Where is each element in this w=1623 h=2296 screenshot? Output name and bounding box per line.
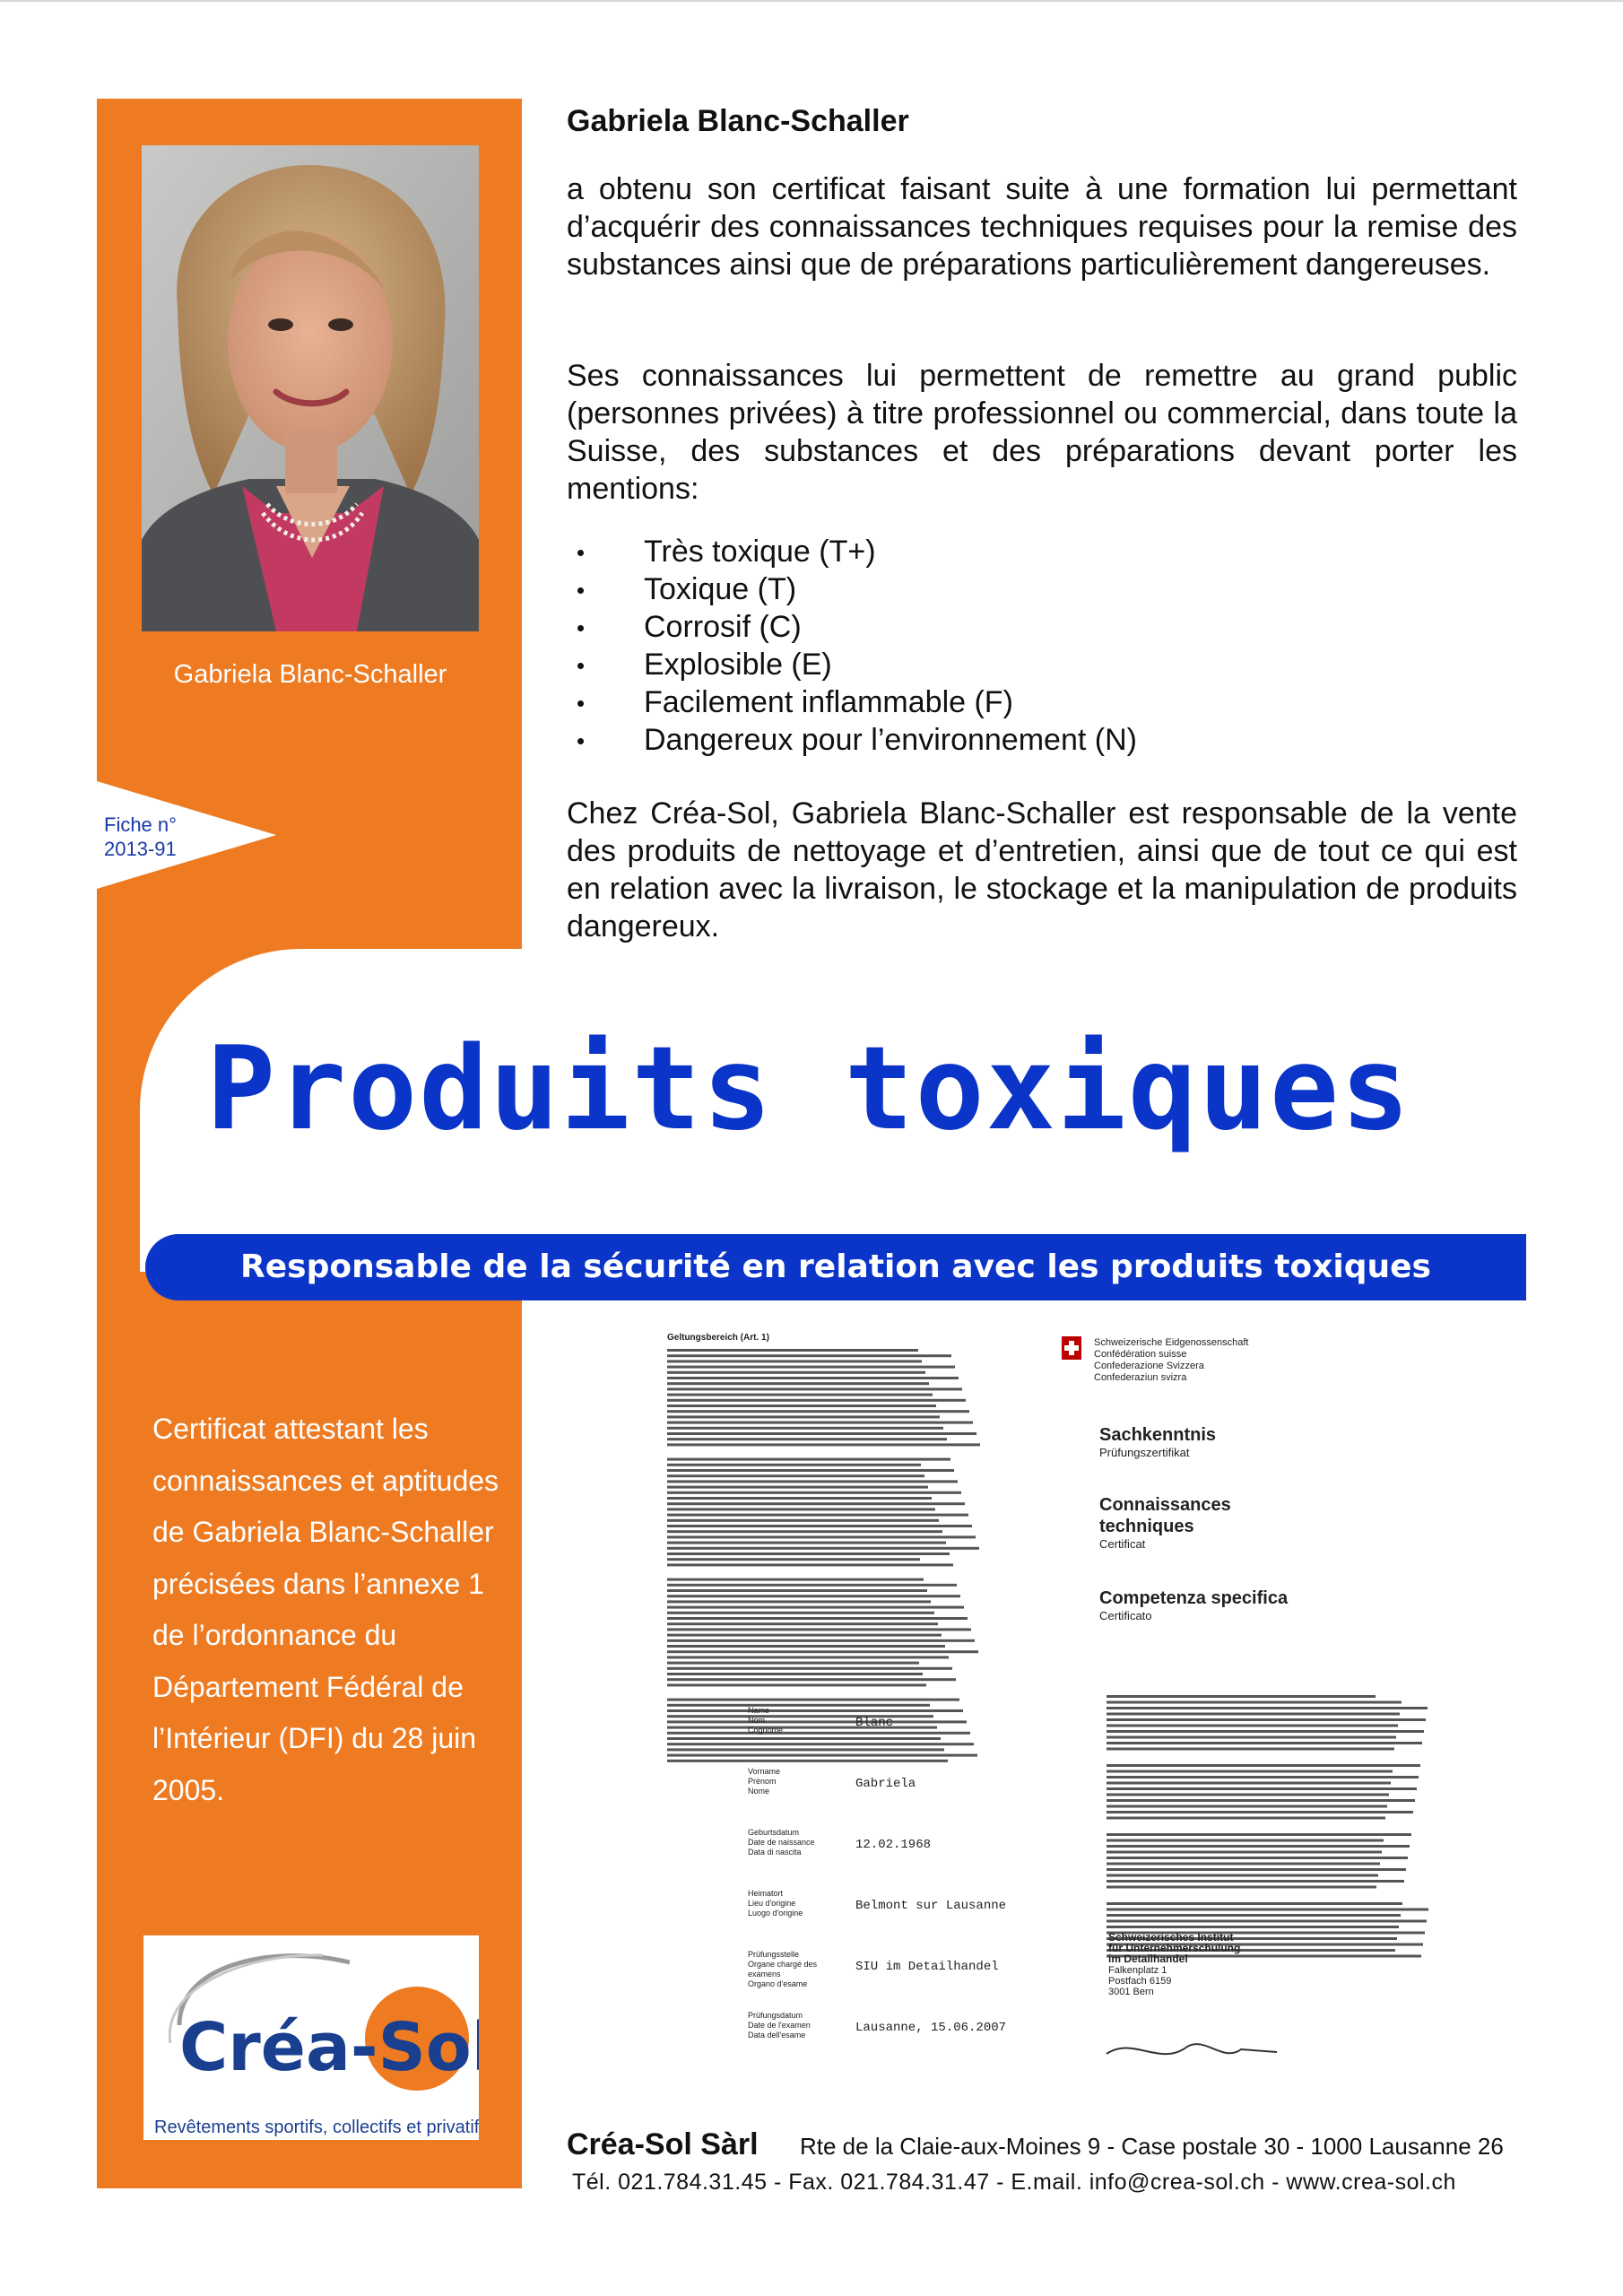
cert-text-line: [1107, 1833, 1411, 1836]
cert-field-value: 12.02.1968: [855, 1838, 932, 1852]
cert-text-line: [667, 1432, 976, 1435]
cert-text-line: [1107, 1713, 1400, 1716]
cert-text-line: [667, 1438, 947, 1440]
person-name: Gabriela Blanc-Schaller: [567, 104, 909, 138]
cert-text-line: [667, 1748, 944, 1751]
cert-text-line: [1107, 1902, 1402, 1905]
cert-text-line: [667, 1617, 968, 1620]
cert-text-line: [667, 1634, 942, 1637]
cert-text-line: [1107, 1857, 1408, 1859]
cert-title-fr-2: techniques: [1099, 1517, 1194, 1536]
cert-text-line: [667, 1382, 929, 1385]
cert-title-fr: Connaissances: [1099, 1495, 1231, 1515]
certificate-scan: [649, 1318, 1492, 2072]
cert-issuer-line: im Detailhandel: [1108, 1952, 1188, 1965]
cert-field-label: Data dell'esame: [748, 2031, 806, 2039]
cert-text-line: [1107, 1886, 1376, 1889]
cert-text-line: [667, 1715, 933, 1718]
logo-wordmark: Créa-Sol: [179, 2009, 479, 2086]
cert-text-line: [667, 1480, 958, 1483]
cert-text-line: [667, 1415, 940, 1418]
cert-text-line: [667, 1547, 979, 1550]
fiche-number: 2013-91: [104, 838, 177, 860]
cert-text-line: [667, 1405, 936, 1407]
cert-text-line: [667, 1628, 971, 1631]
cert-text-line: [667, 1474, 924, 1477]
cert-field-value: SIU im Detailhandel: [855, 1960, 999, 1974]
cert-field-label: Prüfungsdatum: [748, 2011, 803, 2020]
cert-text-line: [667, 1760, 948, 1762]
cert-title-de: Sachkenntnis: [1099, 1425, 1217, 1445]
footer-address: Rte de la Claie-aux-Moines 9 - Case postale 30 - 1000 Lausanne 26: [800, 2133, 1504, 2160]
cert-text-line: [667, 1650, 978, 1653]
list-item: Dangereux pour l’environnement (N): [567, 721, 1517, 759]
cert-field-label: Cognome: [748, 1726, 784, 1735]
cert-field-label: Nome: [748, 1787, 770, 1796]
cert-text-line: [1107, 1817, 1385, 1820]
cert-title-it: Competenza specifica: [1099, 1588, 1289, 1608]
cert-text-line: [667, 1612, 934, 1614]
certificate-note: Certificat attestant les connaissances et aptitudes de Gabriela Blanc-Schaller précisées dans l’annexe 1 de l’ordonnance du Département Fédéral de l’Intérieur (DFI) du 28 juin 2005.: [152, 1413, 499, 1806]
photo-caption: Gabriela Blanc-Schaller: [173, 660, 447, 689]
cert-text-line: [667, 1486, 928, 1489]
cert-text-line: [1107, 1799, 1415, 1802]
list-item: Corrosif (C): [567, 608, 1517, 646]
cert-text-line: [667, 1410, 969, 1413]
cert-field-label: examens: [748, 1970, 781, 1979]
cert-text-line: [667, 1422, 973, 1424]
cert-field-label: Data di nascita: [748, 1848, 802, 1857]
logo-tagline: Revêtements sportifs, collectifs et privatifs: [154, 2118, 479, 2137]
cert-field-label: Heimatort: [748, 1889, 784, 1898]
cert-text-line: [1107, 1776, 1419, 1779]
cert-text-line: [1107, 1863, 1380, 1866]
cert-text-line: [1107, 1851, 1382, 1854]
cert-text-line: [667, 1732, 970, 1735]
cert-text-line: [1107, 1874, 1378, 1877]
cert-left-heading: Geltungsbereich (Art. 1): [667, 1333, 769, 1343]
cert-field-label: Name: [748, 1706, 770, 1715]
cert-text-line: [667, 1720, 967, 1723]
cert-text-line: [667, 1469, 954, 1472]
cert-text-line: [1107, 1770, 1393, 1773]
mentions-list: [567, 533, 1517, 759]
cert-text-line: [1107, 1787, 1417, 1790]
cert-text-line: [667, 1683, 926, 1686]
cert-text-line: [667, 1458, 950, 1461]
cert-text-line: [1107, 1868, 1406, 1871]
cert-text-line: [667, 1519, 939, 1522]
cert-text-line: [1107, 1794, 1389, 1796]
cert-text-line: [667, 1754, 977, 1757]
cert-text-line: [667, 1354, 951, 1357]
cert-text-line: [667, 1525, 972, 1527]
cert-text-line: [1107, 1748, 1394, 1751]
list-item: Explosible (E): [567, 646, 1517, 683]
cert-text-line: [1107, 1764, 1420, 1767]
cert-text-line: [667, 1709, 963, 1712]
cert-text-line: [1107, 1811, 1413, 1813]
cert-text-line: [1107, 1839, 1384, 1842]
cert-text-line: [667, 1589, 927, 1592]
cert-text-line: [667, 1606, 964, 1609]
cert-text-line: [667, 1662, 919, 1665]
cert-field-label: Prüfungsstelle: [748, 1950, 800, 1959]
headline-title: Produits toxiques: [206, 1022, 1412, 1156]
cert-text-line: [667, 1737, 941, 1740]
cert-text-line: [667, 1366, 955, 1369]
cert-field-label: Organe chargé des: [748, 1960, 818, 1969]
cert-text-line: [667, 1667, 952, 1670]
cert-text-line: [667, 1349, 918, 1352]
cert-text-line: [667, 1502, 965, 1505]
cert-text-line: [667, 1699, 959, 1701]
cert-text-line: [667, 1578, 924, 1581]
cert-header-line: Confédération suisse: [1094, 1349, 1187, 1360]
fiche-label: [104, 813, 177, 861]
cert-text-line: [1107, 1920, 1427, 1923]
cert-issuer-line: für Unternehmerschulung: [1108, 1942, 1241, 1954]
cert-text-line: [1107, 1730, 1424, 1733]
cert-text-line: [1107, 1736, 1396, 1739]
footer-company: Créa-Sol Sàrl: [567, 2127, 759, 2161]
cert-field-value: Gabriela: [855, 1777, 916, 1791]
cert-text-line: [667, 1464, 921, 1466]
portrait-photo: [142, 145, 479, 631]
cert-text-line: [1107, 1725, 1398, 1727]
list-item: Très toxique (T+): [567, 533, 1517, 570]
cert-issuer-line: 3001 Bern: [1108, 1987, 1154, 1997]
cert-text-line: [667, 1563, 953, 1566]
cert-text-line: [1107, 1782, 1391, 1785]
cert-text-line: [667, 1656, 949, 1658]
cert-text-line: [667, 1530, 942, 1533]
cert-text-line: [1107, 1845, 1410, 1848]
cert-text-line: [667, 1552, 950, 1555]
cert-issuer-line: Postfach 6159: [1108, 1976, 1172, 1987]
cert-text-line: [1107, 1707, 1428, 1709]
list-item: Toxique (T): [567, 570, 1517, 608]
cert-text-line: [667, 1743, 974, 1745]
subtitle-text: Responsable de la sécurité en relation avec les produits toxiques: [240, 1248, 1431, 1285]
paragraph-certificate: a obtenu son certificat faisant suite à une formation lui permettant d’acquérir des connaissances techniques requises pour la remise des substances ainsi que de préparations particulièrement dangereuses.: [567, 172, 1517, 282]
cert-text-line: [667, 1535, 976, 1538]
cert-text-line: [667, 1704, 930, 1707]
cert-text-line: [667, 1360, 922, 1362]
cert-text-line: [667, 1673, 923, 1675]
cert-text-line: [667, 1394, 933, 1396]
cert-text-line: [667, 1595, 960, 1597]
cert-text-line: [1107, 1914, 1401, 1917]
cert-text-line: [667, 1726, 937, 1729]
cert-header-line: Confederazione Svizzera: [1094, 1361, 1204, 1371]
cert-field-label: Date de naissance: [748, 1838, 815, 1847]
cert-issuer-line: Falkenplatz 1: [1108, 1965, 1167, 1976]
subtitle-bar: [145, 1234, 1526, 1300]
cert-sub-it: Certificato: [1099, 1609, 1152, 1622]
cert-field-label: Nom: [748, 1716, 766, 1725]
cert-field-label: Organo d'esame: [748, 1979, 808, 1988]
fiche-label-text: Fiche n°: [104, 813, 177, 836]
cert-text-line: [667, 1508, 935, 1510]
cert-field-label: Lieu d'origine: [748, 1899, 796, 1908]
cert-text-line: [1107, 1718, 1426, 1721]
cert-text-line: [667, 1645, 945, 1648]
cert-text-line: [667, 1622, 938, 1625]
cert-text-line: [667, 1514, 968, 1517]
cert-text-line: [1107, 1909, 1428, 1911]
cert-sub-fr: Certificat: [1099, 1537, 1146, 1551]
cert-text-line: [667, 1492, 961, 1494]
cert-text-line: [667, 1584, 957, 1587]
cert-text-line: [667, 1600, 931, 1603]
cert-text-line: [667, 1443, 980, 1446]
cert-field-label: Luogo d'origine: [748, 1909, 803, 1918]
footer-contact: Tél. 021.784.31.45 - Fax. 021.784.31.47 - E.mail. info@crea-sol.ch - www.crea-sol.ch: [572, 2170, 1456, 2195]
cert-text-line: [667, 1497, 932, 1500]
top-rule: [0, 0, 1623, 2]
cert-text-line: [667, 1427, 943, 1430]
cert-text-line: [667, 1558, 920, 1561]
cert-field-label: Date de l'examen: [748, 2021, 811, 2030]
cert-text-line: [1107, 1926, 1399, 1928]
cert-text-line: [667, 1542, 946, 1544]
cert-text-line: [667, 1371, 925, 1374]
cert-field-value: Blanc: [855, 1716, 894, 1730]
cert-text-line: [1107, 1742, 1422, 1744]
cert-field-label: Vorname: [748, 1767, 781, 1776]
cert-text-line: [667, 1387, 962, 1390]
cert-text-line: [667, 1639, 975, 1642]
cert-text-line: [1107, 1695, 1376, 1698]
paragraph-role: Chez Créa-Sol, Gabriela Blanc-Schaller est responsable de la vente des produits de nettoyage et d’entretien, ainsi que de tout ce qui est en relation avec la livraison, le stockage et la manipulation de produits dangereux.: [567, 796, 1517, 944]
paragraph-permissions: Ses connaissances lui permettent de remettre au grand public (personnes privées) à titre professionnel ou commercial, dans toute la Suisse, des substances et des préparations devant porter les mentions:: [567, 359, 1517, 506]
cert-header-line: Confederaziun svizra: [1094, 1372, 1187, 1383]
cert-field-label: Prénom: [748, 1777, 777, 1786]
cert-header-line: Schweizerische Eidgenossenschaft: [1094, 1337, 1249, 1348]
cert-text-line: [1107, 1701, 1402, 1704]
crea-sol-logo: [143, 1935, 479, 2140]
cert-field-value: Belmont sur Lausanne: [855, 1899, 1007, 1913]
cert-issuer-line: Schweizerisches Institut: [1108, 1931, 1234, 1944]
cert-text-line: [667, 1377, 959, 1379]
list-item: Facilement inflammable (F): [567, 683, 1517, 721]
cert-text-line: [1107, 1880, 1404, 1883]
cert-field-label: Geburtsdatum: [748, 1828, 800, 1837]
cert-text-line: [667, 1399, 966, 1402]
cert-text-line: [667, 1678, 956, 1681]
cert-sub-de: Prüfungszertifikat: [1099, 1446, 1190, 1459]
cert-text-line: [1107, 1805, 1387, 1808]
cert-field-value: Lausanne, 15.06.2007: [855, 2021, 1007, 2035]
